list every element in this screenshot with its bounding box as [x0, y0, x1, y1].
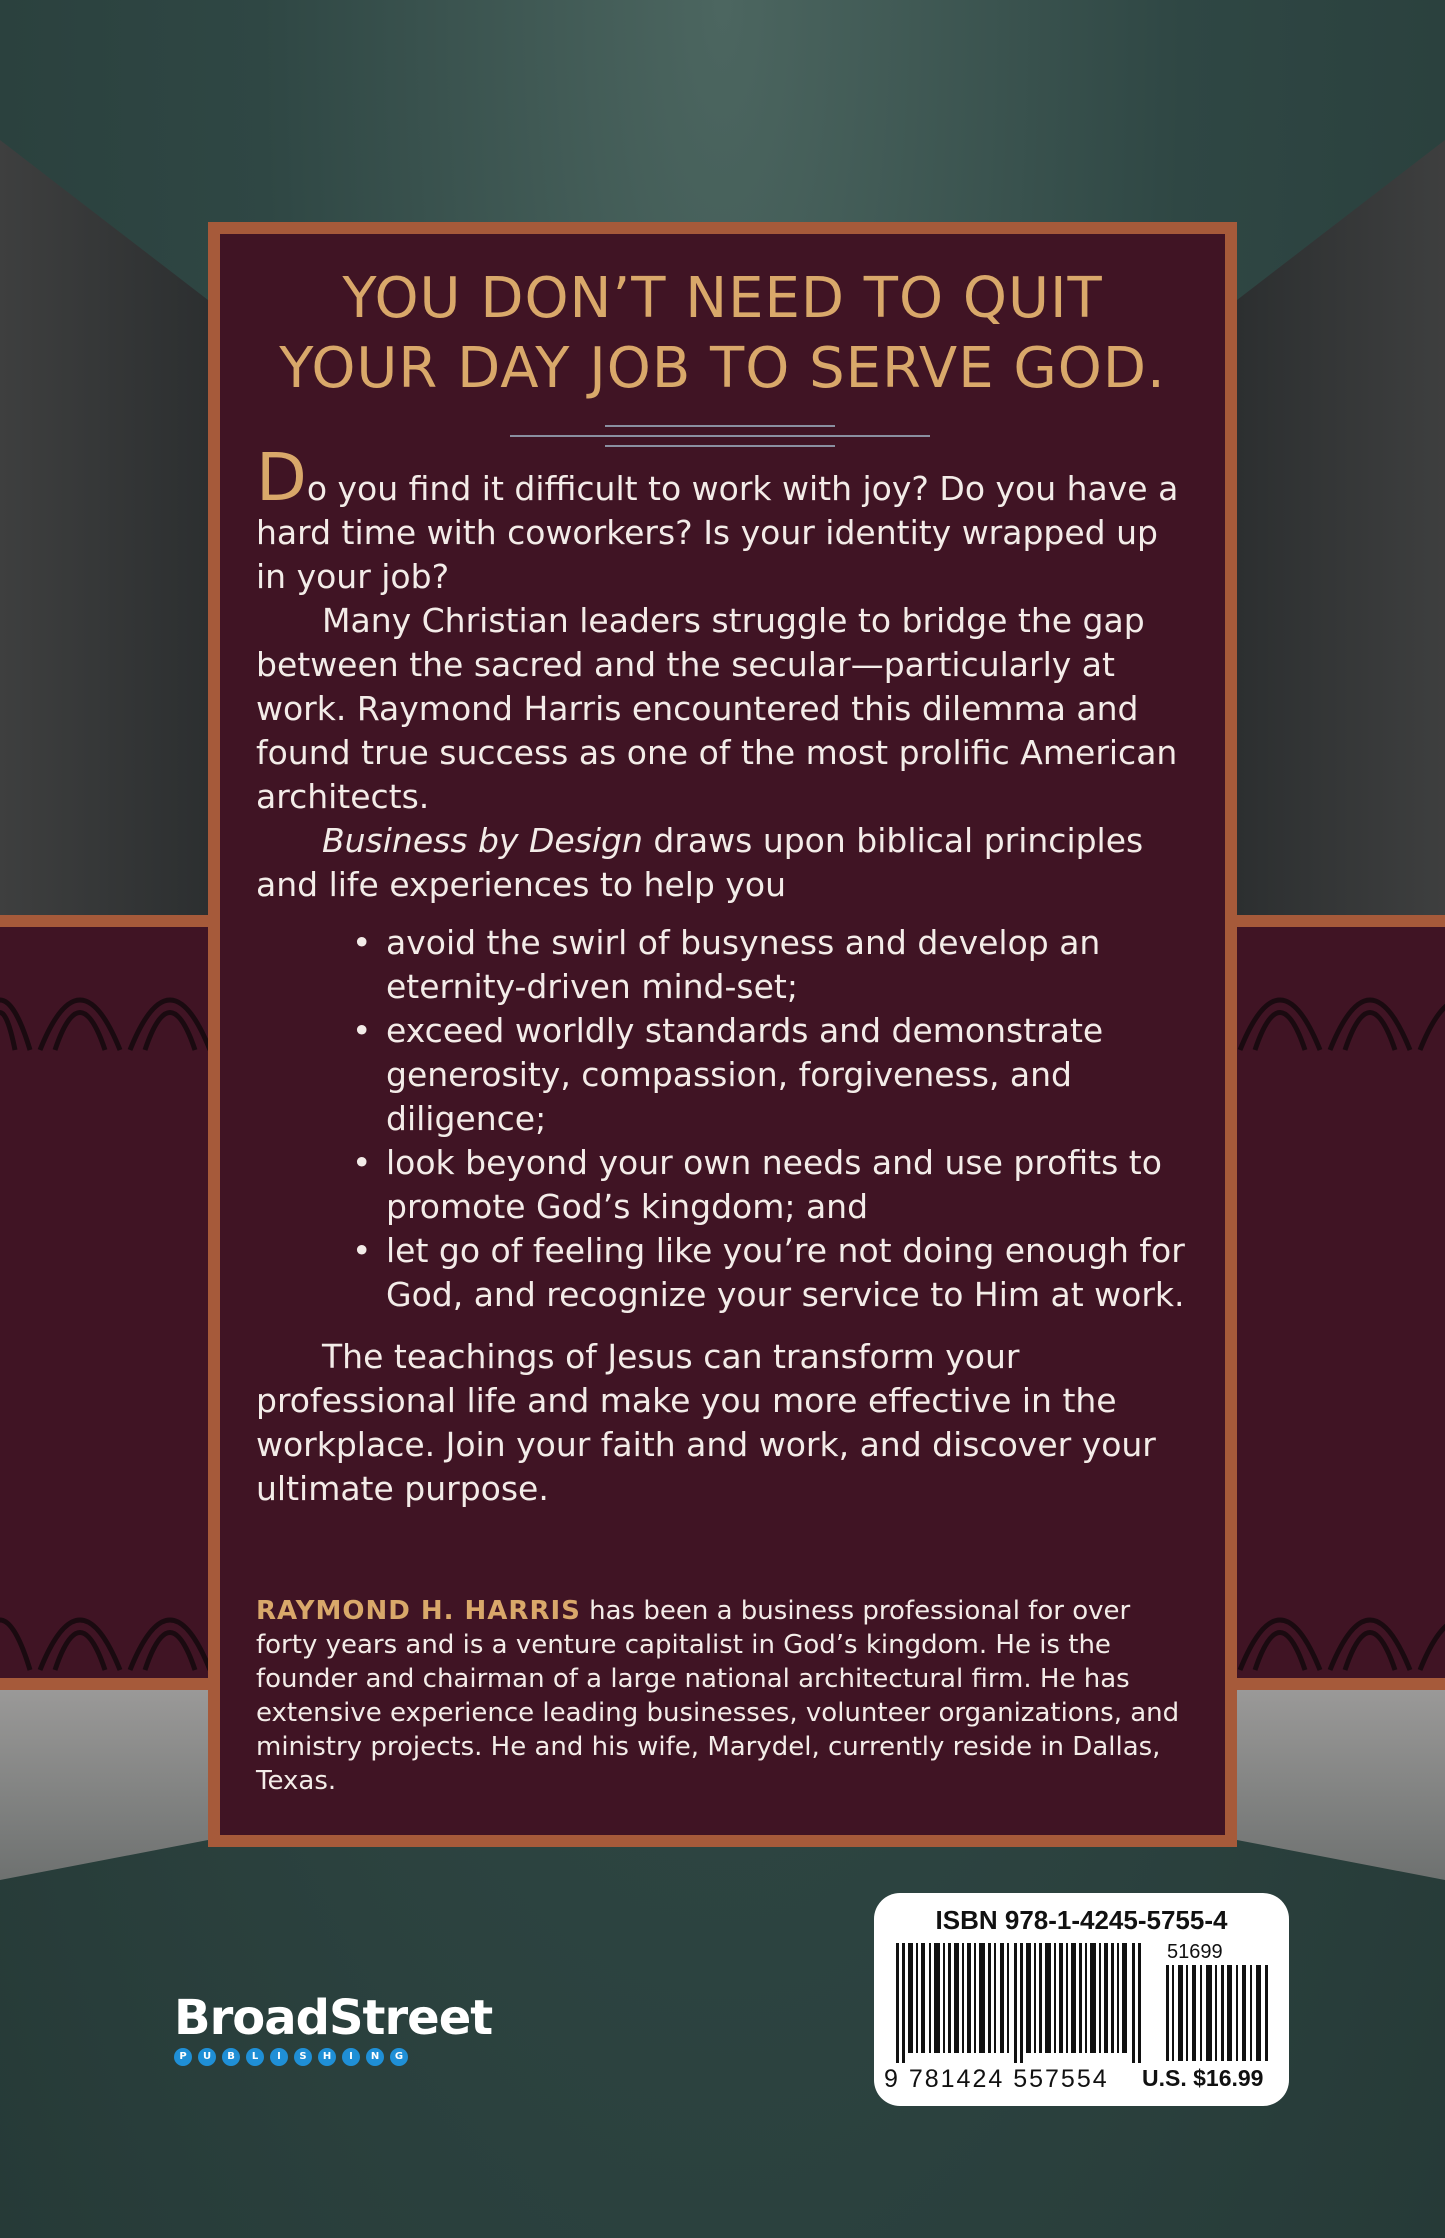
left-lower-wedge [0, 1690, 208, 1880]
book-title: Business by Design [322, 821, 643, 860]
ean-barcode-icon [896, 1943, 1146, 2063]
paragraph-2: Many Christian leaders struggle to bridge the gap between the sacred and the secular—particularly at work. Raymond Harris encountered this dilemma and found true success as one of the most prolific American architects. [256, 601, 1178, 816]
decorative-rule [510, 422, 930, 452]
list-item: • exceed worldly standards and demonstrate generosity, compassion, forgiveness, and diligence; [386, 1009, 1197, 1141]
drop-cap: D [256, 439, 307, 516]
barcode-label [874, 1893, 1289, 2106]
right-band [1225, 915, 1445, 1690]
paragraph-1: Do you find it difficult to work with joy? Do you have a hard time with coworkers? Is your identity wrapped up in your job? [256, 439, 1179, 596]
publisher-logo [174, 1990, 493, 2066]
list-item: • avoid the swirl of busyness and develop an eternity-driven mind-set; [386, 921, 1197, 1009]
publisher-name: BroadStreet [174, 1990, 493, 2046]
price-barcode-icon [1166, 1965, 1271, 2061]
headline [220, 264, 1225, 404]
paragraph-4: The teachings of Jesus can transform your professional life and make you more effective in the workplace. Join your faith and work, and discover your ultimate purpose. [256, 1337, 1156, 1508]
price-code: 51699 [1167, 1941, 1223, 1963]
author-name: RAYMOND H. HARRIS [256, 1596, 581, 1626]
list-item: • look beyond your own needs and use profits to promote God’s kingdom; and [386, 1141, 1197, 1229]
text-panel [208, 222, 1237, 1847]
right-lower-wedge [1237, 1690, 1445, 1880]
headline-line-1: YOU DON’T NEED TO QUIT [342, 266, 1103, 331]
isbn-text: ISBN 978-1-4245-5755-4 [935, 1905, 1228, 1935]
headline-line-2: YOUR DAY JOB TO SERVE GOD. [279, 336, 1166, 401]
right-upper-wedge [1237, 140, 1445, 915]
price-label: U.S. $16.99 [1142, 2065, 1264, 2091]
paragraph-3: Business by Design draws upon biblical principles and life experiences to help you [256, 821, 1144, 904]
bio-text: has been a business professional for over forty years and is a venture capitalist in God’s kingdom. He is the founder and chairman of a large national architectural firm. He has extensive experience leading businesses, volunteer organizations, and ministry projects. He and his wife, Marydel, currently reside in Dallas, Texas. [256, 1596, 1180, 1796]
description [256, 439, 1197, 1511]
left-upper-wedge [0, 140, 208, 915]
list-item: • let go of feeling like you’re not doing enough for God, and recognize your service to Him at work. [386, 1229, 1197, 1317]
publisher-sub: P U B L I S H I N G [174, 2048, 474, 2066]
benefit-list [256, 921, 1197, 1317]
author-bio [256, 1594, 1195, 1798]
ean-digits: 9 781424 557554 [884, 2065, 1109, 2093]
